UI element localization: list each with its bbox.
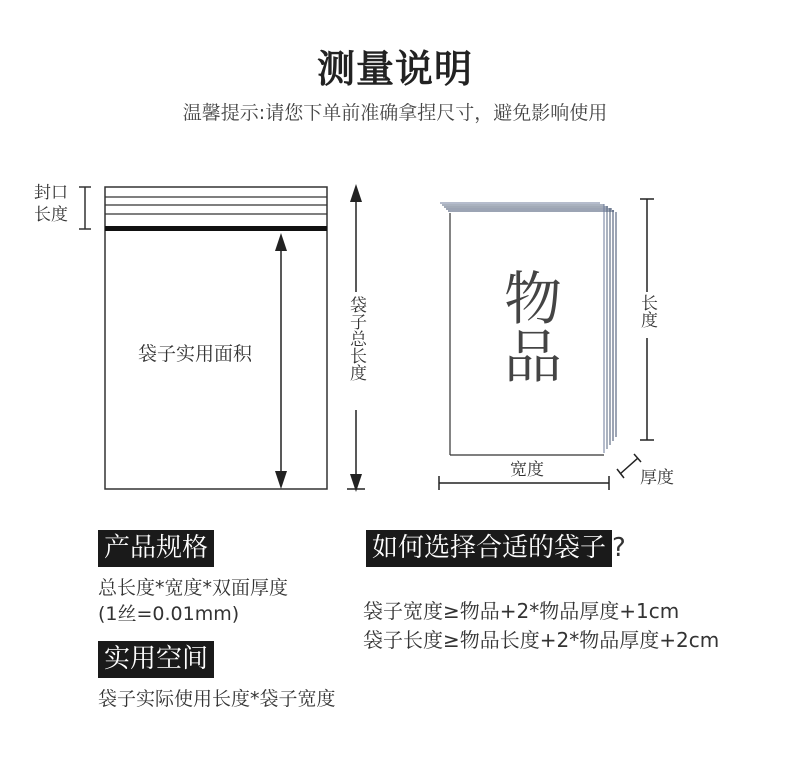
spec-line-2: (1丝=0.01mm) (98, 603, 240, 625)
space-line-1: 袋子实际使用长度*袋子宽度 (98, 688, 336, 710)
page-subtitle: 温馨提示:请您下单前准确拿捏尺寸，避免影响使用 (182, 102, 608, 124)
space-heading: 实用空间 (98, 641, 214, 678)
item-label: 物 品 (504, 265, 563, 391)
usable-area-label: 袋子实用面积 (138, 343, 253, 365)
zipper-strip (105, 226, 327, 231)
total-length-label: 袋子总长度 (346, 296, 366, 381)
page-title: 测量说明 (316, 47, 473, 91)
spec-heading: 产品规格 (98, 530, 214, 567)
total-arrow-head-top (350, 184, 362, 202)
choose-heading (366, 530, 626, 567)
choose-heading-text: 如何选择合适的袋子 (366, 530, 612, 567)
usable-arrow-head-top (275, 233, 287, 251)
formula-width: 袋子宽度≥物品+2*物品厚度+1cm (363, 599, 680, 623)
item-width-label: 宽度 (510, 460, 544, 480)
item-thickness-line (620, 458, 638, 474)
spec-line-1: 总长度*宽度*双面厚度 (98, 577, 289, 599)
usable-arrow-head-bottom (275, 471, 287, 489)
item-length-label: 长度 (637, 294, 657, 328)
bag-outline (105, 187, 327, 489)
choose-question-mark: ? (612, 533, 626, 563)
seal-label: 封口 长度 (34, 183, 68, 225)
item-thickness-label: 厚度 (640, 468, 674, 488)
formula-length: 袋子长度≥物品长度+2*物品厚度+2cm (363, 628, 720, 652)
